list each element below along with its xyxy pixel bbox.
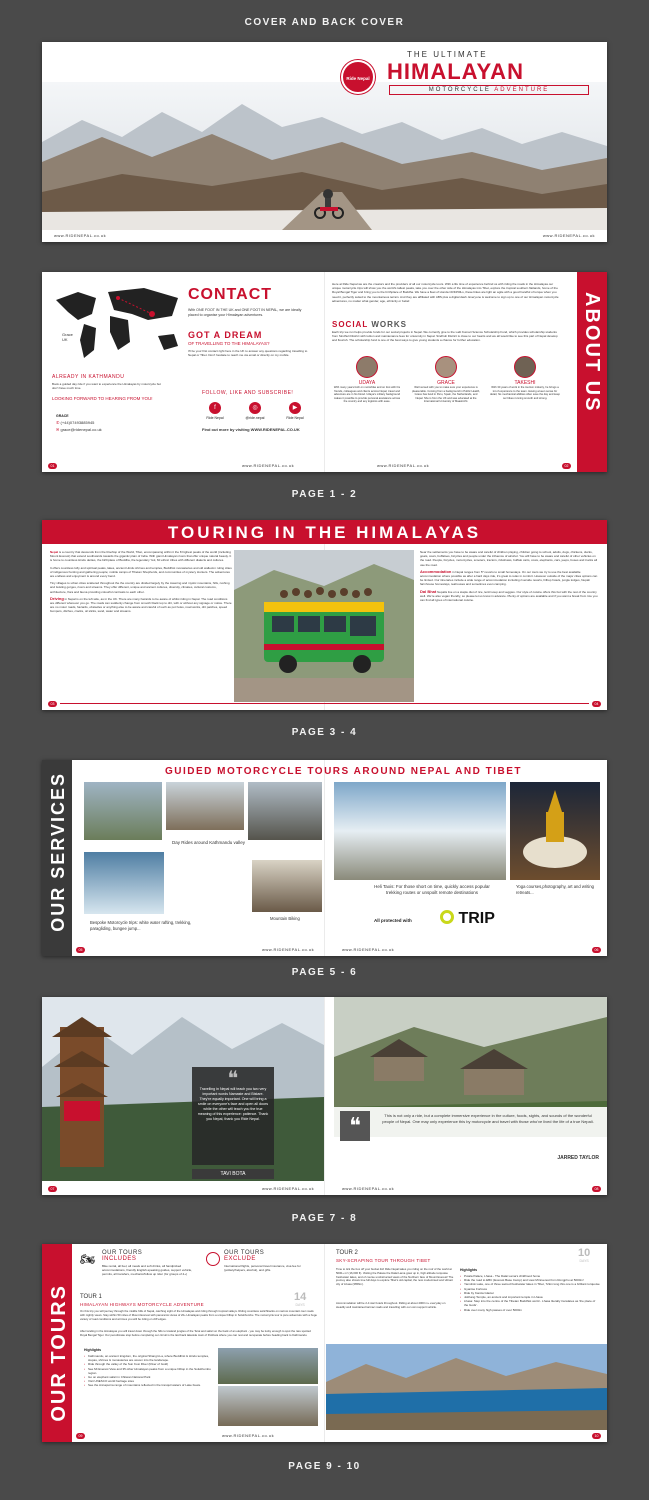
p34-p2: It offers countless lofty and spiritual peaks, lakes, ancient Hindu shrines and temples, Buddhist monasteries and old walled-in ruling cities of indigenous hunting and gathering people; mobile camps of Tibetan Shepherds, and communities of mystery Hunters. The adventures are endless and enjoyment is around every bend. <box>50 565 232 579</box>
tour1-days-badge <box>294 1292 306 1307</box>
p34-intro-bold: Nepal <box>50 550 59 554</box>
lake-image <box>326 1344 607 1430</box>
tour2-highlights <box>460 1274 600 1312</box>
p56-caption: PAGE 5 - 6 <box>291 967 358 978</box>
p56-spread <box>42 760 607 956</box>
cover-caption: COVER AND BACK COVER <box>244 17 405 28</box>
p78-spine <box>324 997 325 1195</box>
p78-url-left: www.RIDENEPAL.co.uk <box>262 1186 315 1191</box>
team-name: TAKESHI <box>514 380 536 386</box>
tour2-body: Time to tick the box off your bucket list! Ride Nepal takes you riding on the roof of the world at 5000+ m! (16,000 ft). Visiting the Palace the Dalai Lama grew up in, high altitude turquoise freshwater lakes, and of course unobstructed views of the Northern face of Mount Everest! The journey also shows true full days to explore Tibet's old capital, the now modernised and vibrant city of Lhasa (3656m). <box>336 1267 454 1287</box>
list-item: • Yamdrok Lake, one of three sacred freshwater lakes in Tibet, 72km long this one is a brilliant turquoise <box>460 1282 600 1286</box>
quote-box-2 <box>334 1107 607 1167</box>
protected-label: All protected with <box>374 918 412 923</box>
p12-url-right: www.RIDENEPAL.co.uk <box>377 463 430 468</box>
stupa-image <box>510 782 600 880</box>
p34-accommodation <box>420 570 600 587</box>
about-us-title: ABOUT US <box>581 292 603 413</box>
p910-url-right: www.RIDENEPAL.co.uk <box>342 1433 395 1438</box>
social-instagram[interactable] <box>240 402 270 420</box>
p34-driving-bold: Driving <box>50 595 64 601</box>
p34-driving-text: in Nepal is on the left side, as in the UK. There are many hazards to be aware of whilst riding in Nepal. The road conditions are different wherever you go. The roads can suddenly change from smooth black top to dirt, with or without any signage or notice. There are no motor roads, hazards, obstacles or anything else to be aware and careful of such as pot holes, road works, dirt patches, speed bumpers, ditches, cracks, oil slicks, sand, water and streams. <box>50 596 232 614</box>
no-icon <box>206 1252 220 1266</box>
p910-spine <box>324 1244 325 1442</box>
cover-logo-badge <box>341 60 375 94</box>
team-member <box>490 356 560 404</box>
p34-footer-line <box>60 703 589 704</box>
map-label: Grace UK <box>62 332 73 342</box>
tour2-days-badge <box>578 1248 590 1263</box>
p56-spine <box>324 760 325 956</box>
facebook-icon: f <box>209 402 221 414</box>
tour2-name: SKY-SCRAPING TOUR THROUGH TIBET <box>336 1258 431 1263</box>
caption-mtb: Mountain Biking <box>270 916 300 921</box>
includes-block <box>80 1250 200 1277</box>
p78-spread <box>42 997 607 1195</box>
trip-logo-mark <box>440 910 454 924</box>
p34-col2-p1: Near the settlements you have to be aware and careful of children playing, children going to school, adults, dogs, chickens, ducks, goats, cows, buffaloes, bicycles and people under the influence of alcohol. You will have to be aware and careful of other vehicles on the road. People, bicycles, motorcycles, scooters, tractors, rickshaws, buffalo carts, cows, elephants, cars, jeeps, buses and trucks all use the road. <box>420 550 598 567</box>
p78-page-right: 08 <box>592 1186 601 1192</box>
includes-sub: INCLUDES <box>102 1256 137 1262</box>
team-name: GRACE <box>437 380 455 386</box>
caption-bespoke: Bespoke Motorcycle trips: white water rafting, trekking, paragliding, bungee jump... <box>90 920 192 931</box>
avatar <box>356 356 378 378</box>
grace-name: GRACE <box>56 414 69 418</box>
p12-page-left: 01 <box>48 463 57 469</box>
social-works-body: Each trip we run helps provide funds for our social projects in Nepal. We currently give to the Lalit Kumari Science Scholarship Fund, which provides scholarship students from Sindhuli District with tuition and maintenance fees for university in Nepal. Sindhuli District is close to our hearts and we all would like to see this part of Nepal develop and flourish. The scholarship fund is one of the best ways to give young students a chance for further education. <box>332 330 558 343</box>
p56-title: GUIDED MOTORCYCLE TOURS AROUND NEPAL AND TIBET <box>165 766 522 777</box>
p34-col1 <box>50 550 232 614</box>
team-member <box>411 356 481 404</box>
p34-acc-bold: Accommodation <box>420 568 452 574</box>
grace-phone[interactable] <box>56 420 94 425</box>
social-row <box>200 402 310 420</box>
cover-logo-text: Ride Nepal <box>346 76 370 81</box>
p34-acc-text: in Nepal ranges from 5* resorts to small homestays. On our tours we try to use the best available accommodation where possible as after a hard days ride, it's great to relax in comfort. However outside of the major cities options can be limited. Our itineraries include a wide range of accommodation including riverside resorts, hilltop hotels, jungle lodges, Nepali farmhouse homestays, teahouses and sometimes even camping. <box>420 569 598 587</box>
exclude-body: International flights, personal travel insurance, visa fee for (politely/helpers, alcohol), and gifts. <box>224 1264 301 1273</box>
already-title: ALREADY IN KATHMANDU <box>52 374 125 380</box>
social-works-a: SOCIAL <box>332 320 369 329</box>
p34-title: TOURING IN THE HIMALAYAS <box>167 523 482 542</box>
service-photo-group <box>84 782 162 840</box>
quote2-icon: ❝ <box>340 1111 370 1141</box>
p34-dal-bold: Dal Bhat <box>420 588 437 594</box>
social-youtube[interactable] <box>280 402 310 420</box>
quote-icon: ❝ <box>227 1068 239 1090</box>
team-bio: Well versed with you to make sure your experience is pleasurable. Coming from a background in Public Health, Grace has lived in Peru, Spain, the Netherlands, and Nepal. She is from the UK and was educated at the International University of Maastricht. <box>412 386 480 404</box>
tour2-days: 10 <box>578 1247 591 1259</box>
avatar <box>435 356 457 378</box>
find-more[interactable]: Find out more by visiting WWW.RIDENEPAL.CO.UK <box>202 427 300 432</box>
p34-col2 <box>420 550 600 602</box>
cover-spread <box>42 42 607 242</box>
grace-email-value: grace@ridenepal.co.uk <box>60 427 102 432</box>
tour1-highlights <box>84 1354 212 1388</box>
p12-page-right: 02 <box>562 463 571 469</box>
list-item: • Ride the road to EBC (Everest Base Camp) and view Mt Everest from Rongphu at 5000m! <box>460 1278 600 1282</box>
services-title: OUR SERVICES <box>48 772 68 932</box>
quote-box-1 <box>192 1067 274 1165</box>
tour1-label: TOUR 1 <box>80 1294 102 1300</box>
cover-url-left: www.RIDENEPAL.co.uk <box>54 233 107 238</box>
p910-spread <box>42 1244 607 1442</box>
p56-url-left: www.RIDENEPAL.co.uk <box>262 947 315 952</box>
tour1-body: On this trip you will journey through the middle hills of Nepal, catching sight of the Himalayas and riding through tropical valleys. Riding countless switchbacks on narrow mountain tour roads with nightly views. Stay within 50 miles of Mount Everest with panoramic views of 20+ Himalayan peaks from a unique hilltop in Solukhumbu. The motorcycle tour is pure adventure with a huge variety of road conditions and at times you will be riding on cliff edges. <box>80 1309 317 1321</box>
social-instagram-label: @ride.nepal <box>245 416 265 420</box>
social-facebook[interactable] <box>200 402 230 420</box>
list-item: • Ride over many high passes of over 5000m <box>460 1308 600 1312</box>
phone-icon: ✆ <box>56 420 60 425</box>
service-photo-stupa <box>510 782 600 880</box>
cover-photo <box>42 82 607 230</box>
service-photo-rider <box>248 782 322 840</box>
list-item: • Visit UNESCO world heritage sites <box>84 1379 212 1383</box>
social-youtube-label: Ride Nepal <box>286 416 304 420</box>
cover-url-right: www.RIDENEPAL.co.uk <box>542 233 595 238</box>
service-photo-mtb <box>252 860 322 912</box>
tour1-highlights-label: Highlights <box>84 1348 102 1352</box>
pagoda-photo <box>42 997 324 1181</box>
grace-phone-value: (+44)07493885945 <box>60 420 95 425</box>
mountain-landscape-image <box>42 82 607 230</box>
grace-email[interactable] <box>56 427 102 432</box>
already-body: Book a guided day ride if you want to experience the Himalayas by motorcycle but don't have much time. <box>52 382 161 391</box>
looking-title: LOOKING FORWARD TO HEARING FROM YOU! <box>52 396 153 401</box>
social-works-title <box>332 320 407 329</box>
exclude-sub: EXCLUDE <box>224 1256 256 1262</box>
p78-page-left: 07 <box>48 1186 57 1192</box>
tour1-photo-road <box>218 1348 318 1384</box>
cover-himalayan: HIMALAYAN <box>387 59 524 84</box>
list-item: • Go on elephant safari in Chitwan National Park <box>84 1375 212 1379</box>
avatar <box>514 356 536 378</box>
exclude-title: OUR TOURS <box>224 1250 265 1256</box>
team-row <box>332 356 560 404</box>
author1: TAVI BOTA <box>192 1169 274 1179</box>
tour1-photo-valley <box>218 1386 318 1426</box>
instagram-icon: ◎ <box>249 402 261 414</box>
p34-intro-text: is a country that descends from the Rooftop of the World, Tibet, encompassing within it the 8 highest peaks of the world (including Mount Everest) that extend southwards towards the gigantic plain of India. With giant Himalayan rivers that offer unique natural beauty. It is home to countless Hindu deities, the birthplace of Buddha, the legendary Yeti, 60 ethnic tribes with different dialects and cultures. <box>50 550 232 563</box>
pagoda-image <box>42 997 324 1181</box>
p34-spread <box>42 520 607 710</box>
p910-page-right: 10 <box>592 1433 601 1439</box>
bus-image <box>234 550 414 702</box>
contact-title: CONTACT <box>188 286 273 303</box>
service-photo-heli <box>334 782 506 880</box>
tour2-label: TOUR 2 <box>336 1250 358 1256</box>
p34-dalbhat <box>420 590 600 603</box>
tour1-name: HIMALAYAN HIGHWAYS MOTORCYCLE ADVENTURE <box>80 1302 204 1307</box>
cover-adventure: ADVENTURE <box>494 87 550 93</box>
caption-heli: Heli Taxis: For those short on time, quickly access popular trekking routes or unspoilt remote destinations <box>374 884 490 895</box>
tour2-days-label: DAYS <box>579 1259 589 1263</box>
list-item: • Lhasa: Step into the centre of the Tibetan Buddhist world - Lhasa literally translates as 'the place of the Gods'. <box>460 1299 600 1307</box>
dream-title: GOT A DREAM <box>188 330 263 340</box>
list-item: • Ride by Karola Glacier <box>460 1291 600 1295</box>
list-item: • Gyantse Fortress <box>460 1287 600 1291</box>
tours-title: OUR TOURS <box>48 1284 70 1422</box>
bus-photo <box>234 550 414 702</box>
team-name: UDAYA <box>358 380 376 386</box>
p12-spread <box>42 272 607 472</box>
author2: JARRED TAYLOR <box>557 1155 599 1161</box>
mail-icon: ✉ <box>56 427 60 432</box>
excludes-block <box>206 1250 318 1272</box>
team-member <box>332 356 402 404</box>
dream-body: I'll be your first contact right here in the UK to answer any questions regarding travelling to Nepal or Tibet. Don't hesitate to reach me via email or directly on my mobile. <box>188 349 308 358</box>
p12-caption: PAGE 1 - 2 <box>291 489 358 500</box>
bike-icon: 🏍 <box>80 1252 96 1266</box>
list-item: • Kathmandu, an ancient kingdom, the original Shangri-La, where Buddhist & Hindu temples, stupas, shrines & monasteries are woven into the landscape. <box>84 1354 212 1362</box>
p12-spine <box>324 272 325 472</box>
caption-day-rides: Day Rides around Kathmandu valley <box>172 840 246 845</box>
cover-subtitle <box>389 85 589 95</box>
p34-p3: Tiny villages to urban cities scattered throughout the the country are divided largely by the towering and mystic mountains, hills, rushing and twisting gorges, rivers and streams. They offer different, unique and ancient cultures, diversity, climates, cultural customs, architecture, flora and fauna providing colourful contrasts to each other. <box>50 581 230 594</box>
trip-logo-text: TRIP <box>458 910 495 927</box>
contact-body: With ONE FOOT IN THE UK and ONE FOOT IN NEPAL, we are ideally placed to organise your Himalayan adventures. <box>188 308 302 317</box>
p34-page-left: 03 <box>48 701 57 707</box>
service-photo-mountain <box>166 782 244 830</box>
includes-title: OUR TOURS <box>102 1250 143 1256</box>
world-map-image <box>48 280 188 370</box>
trip-logo <box>440 910 495 928</box>
p12-url-left: www.RIDENEPAL.co.uk <box>242 463 295 468</box>
cover-the-ultimate: THE ULTIMATE <box>407 50 488 59</box>
p34-intro <box>50 550 232 563</box>
team-bio: With many years both on motorbike and on foot with his friends, colleagues and clients across Nepal, travel and adventure are in his blood. Udaya's military background makes it possible to provide personal assistance across the country and any logistics with ease. <box>333 386 401 404</box>
p56-url-right: www.RIDENEPAL.co.uk <box>342 947 395 952</box>
tour1-days-label: DAYS <box>295 1303 305 1307</box>
tour1-body2: After landing in the Himalayas you will travel down through the hills to lowland jungles of the Terai and safari on the back of an elephant - you may be lucky enough to spot the rare spotted Royal Bengal Tiger. Our penultimate stop before completing our circuit is the laid back lakeside town of Pokhara where you can rest and recuperate before heading back to Kathmandu. <box>80 1329 311 1337</box>
social-facebook-label: Ride Nepal <box>206 416 224 420</box>
quote1-text: Travelling in Nepal will teach you two very important words Namaste and Bistare. They're equally important. One will bring a smile on everyone's face and open all doors while the other will teach you the true meaning of this experience: patience. Thank you Nepal, thank you Ride Nepal. <box>197 1087 269 1121</box>
includes-body: Bike rental, all fuel, all meals and soft drinks, all handpicked accommodations, friendly English-speaking guides, support vehicle, permits, all transfers, mechanic/follow up rider (for groups of 4+) <box>102 1264 193 1277</box>
lake-photo <box>326 1344 607 1430</box>
service-photo-rafting <box>84 852 164 914</box>
follow-title: FOLLOW, LIKE AND SUBSCRIBE! <box>202 390 294 396</box>
list-item: • Ride through the valley of the Sun Kosi River (River of Gold) <box>84 1362 212 1366</box>
about-body: Here at Ride Nepal we are the creators and the providers of all our motorcycle tours. With a life time of experience behind us with riding the roads in the Himalayas our unique motorcycle trips will show you the world's tallest peaks, take you over the other side of the Himalayas into Tibet, explore the tropical southern flatlands, home of the Royal Bengal Tiger and bring you to the birthplace of Buddha. We have a fleet of Honda CRF250Ls, these bikes are light an agile with a good handful of torque when you need it, perfectly suited to the mountainous terrain. And they are affiliated with ABS plus a digital dash. Everyone is welcome to sign up to one of our Himalayan motorcycle adventures, no matter what gender, age, ethnicity or belief. <box>332 282 559 303</box>
list-item: • See Mt Everest View and 35 other Himalayan peaks from a unique hilltop in the Solukhumbu region. <box>84 1367 212 1375</box>
list-item: • Jokhang Temple, an ancient and important temple in Lhasa <box>460 1295 600 1299</box>
p34-page-right: 04 <box>592 701 601 707</box>
list-item: • Potala Palace, Lhasa - The Dalai Lama's childhood home <box>460 1274 600 1278</box>
p78-caption: PAGE 7 - 8 <box>291 1213 358 1224</box>
cover-motorcycle: MOTORCYCLE <box>428 87 491 93</box>
quote2-text: This is not only a ride, but a complete immersive experience in the culture, foods, sights, and sounds of the wonderful people of Nepal. One may only experience this by motorcycle and travel with those who've lived the life of a true Nepali. <box>382 1113 594 1124</box>
p910-page-left: 09 <box>76 1433 85 1439</box>
dream-subtitle: OF TRAVELLING TO THE HIMALAYAS? <box>188 341 270 346</box>
p910-caption: PAGE 9 - 10 <box>288 1461 361 1472</box>
list-item: • See the Annapurna range of mountains reflected in the tranquil waters of Lake Fewa. <box>84 1383 212 1387</box>
social-works-b: WORKS <box>371 320 407 329</box>
p34-caption: PAGE 3 - 4 <box>291 727 358 738</box>
p910-url-left: www.RIDENEPAL.co.uk <box>222 1433 275 1438</box>
caption-yoga: Yoga courses,photography, art and writing retreats... <box>516 884 594 895</box>
team-bio: With 30 years of work in the tourism industry, he brings a lot of experience to the team. Having a keen sense for detail, his mechanical abilities often save the day and keep our bikes running smooth and strong. <box>490 386 560 400</box>
p34-driving <box>50 597 232 614</box>
tour1-days: 14 <box>294 1291 307 1303</box>
tour2-body2: Accommodation will be 2-4 star hotels throughout. Riding at about 4000 m+ everyday on steadily well maintained tarmac roads and travelling with our own support vehicle. <box>336 1301 446 1309</box>
youtube-icon: ▶ <box>289 402 301 414</box>
p56-page-right: 06 <box>592 947 601 953</box>
p34-dal-text: Nepalis live on a staple diet of rice, lentil soup and veggies. Our style of cuisine offers this but with the rest of the country well. We're also vegan friendly, so please let us know in advance. Plenty of options are available and if you want a break from rice you can find all types of international cuisine. <box>420 589 598 603</box>
p56-page-left: 05 <box>76 947 85 953</box>
tour2-highlights-label: Highlights <box>460 1268 478 1272</box>
p78-url-right: www.RIDENEPAL.co.uk <box>342 1186 395 1191</box>
